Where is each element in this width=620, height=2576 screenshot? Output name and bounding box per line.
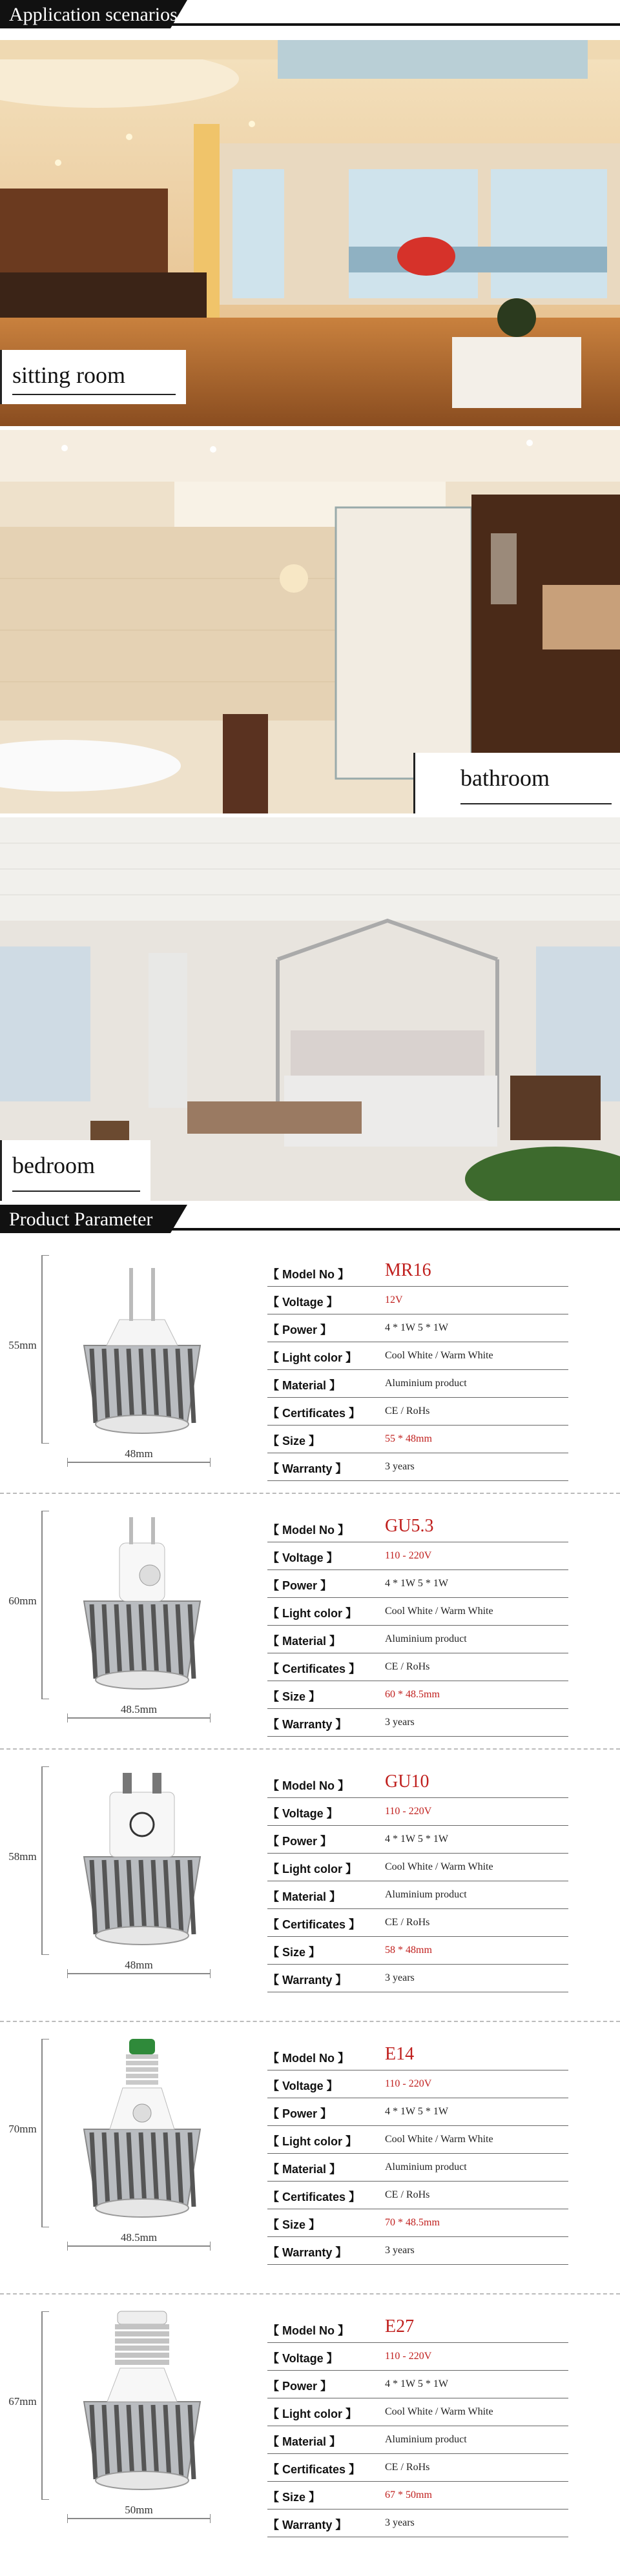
header-title: Product Parameter bbox=[9, 1209, 153, 1230]
header-title: Application scenarios bbox=[9, 4, 178, 25]
param-value: 58 * 48mm bbox=[385, 1945, 432, 1956]
param-row-power bbox=[267, 2098, 568, 2126]
width-dimension-line bbox=[67, 1462, 211, 1469]
parameter-table bbox=[267, 1770, 568, 1992]
param-label: 【 Light color 】 bbox=[267, 1351, 357, 1364]
param-label: 【 Light color 】 bbox=[267, 2135, 357, 2148]
width-dimension-label: 48mm bbox=[125, 1959, 153, 1971]
param-label: 【 Certificates 】 bbox=[267, 1662, 361, 1675]
param-row-warranty bbox=[267, 2510, 568, 2537]
param-row-power bbox=[267, 2371, 568, 2398]
param-value: 55 * 48mm bbox=[385, 1433, 432, 1444]
param-value: GU10 bbox=[385, 1772, 429, 1792]
caption-text: bathroom bbox=[460, 765, 550, 791]
param-label: 【 Size 】 bbox=[267, 1690, 321, 1703]
param-label: 【 Certificates 】 bbox=[267, 1407, 361, 1420]
caption-underline bbox=[460, 803, 612, 804]
param-value: 110 - 220V bbox=[385, 1806, 432, 1817]
param-row-light bbox=[267, 2126, 568, 2154]
param-value: CE / RoHs bbox=[385, 2189, 430, 2200]
param-label: 【 Voltage 】 bbox=[267, 2352, 338, 2365]
height-dimension-label: 60mm bbox=[8, 1595, 37, 1607]
param-value: CE / RoHs bbox=[385, 1917, 430, 1928]
width-dimension-line bbox=[67, 1973, 211, 1981]
param-row-voltage bbox=[267, 1287, 568, 1314]
parameter-table bbox=[267, 1515, 568, 1737]
product-block-gu5-3 bbox=[0, 1498, 620, 1751]
param-value: 4 * 1W 5 * 1W bbox=[385, 2106, 448, 2117]
param-row-voltage bbox=[267, 1542, 568, 1570]
parameter-table bbox=[267, 2043, 568, 2265]
scene-bedroom bbox=[0, 817, 620, 1201]
width-dimension-line bbox=[67, 1717, 211, 1725]
caption-underline bbox=[12, 1191, 140, 1192]
param-label: 【 Material 】 bbox=[267, 1890, 342, 1903]
bulb-image bbox=[58, 2032, 226, 2226]
param-row-power bbox=[267, 1826, 568, 1854]
param-label: 【 Power 】 bbox=[267, 1835, 333, 1848]
param-row-warranty bbox=[267, 1709, 568, 1737]
height-dimension-label: 58mm bbox=[8, 1850, 37, 1863]
param-row-cert bbox=[267, 1398, 568, 1426]
param-label: 【 Certificates 】 bbox=[267, 2191, 361, 2203]
product-block-mr16 bbox=[0, 1242, 620, 1495]
param-label: 【 Material 】 bbox=[267, 1379, 342, 1392]
param-row-warranty bbox=[267, 1453, 568, 1481]
param-row-size bbox=[267, 2209, 568, 2237]
param-row-warranty bbox=[267, 1965, 568, 1992]
param-value: 12V bbox=[385, 1294, 403, 1305]
product-block-gu10 bbox=[0, 1753, 620, 2023]
param-row-model bbox=[267, 1259, 568, 1287]
caption-bathroom bbox=[413, 753, 620, 813]
param-label: 【 Model No 】 bbox=[267, 1268, 349, 1281]
param-row-size bbox=[267, 1937, 568, 1965]
param-label: 【 Warranty 】 bbox=[267, 2246, 347, 2259]
param-value: 4 * 1W 5 * 1W bbox=[385, 2378, 448, 2389]
param-value: E27 bbox=[385, 2316, 415, 2336]
height-dimension-label: 70mm bbox=[8, 2123, 37, 2135]
product-block-e27 bbox=[0, 2298, 620, 2576]
header-line bbox=[161, 1228, 620, 1231]
param-value: Cool White / Warm White bbox=[385, 1861, 493, 1872]
param-value: 4 * 1W 5 * 1W bbox=[385, 1578, 448, 1589]
param-row-material bbox=[267, 2426, 568, 2454]
param-label: 【 Light color 】 bbox=[267, 2407, 357, 2420]
parameter-table bbox=[267, 2315, 568, 2537]
param-row-material bbox=[267, 1370, 568, 1398]
param-label: 【 Certificates 】 bbox=[267, 2463, 361, 2476]
width-dimension-line bbox=[67, 2245, 211, 2253]
param-label: 【 Power 】 bbox=[267, 1579, 333, 1592]
bulb-image bbox=[58, 1249, 226, 1442]
caption-text: bedroom bbox=[12, 1152, 95, 1178]
param-value: 67 * 50mm bbox=[385, 2489, 432, 2500]
param-value: Cool White / Warm White bbox=[385, 2134, 493, 2145]
param-label: 【 Certificates 】 bbox=[267, 1918, 361, 1931]
param-row-voltage bbox=[267, 2343, 568, 2371]
scene-sitting-room bbox=[0, 40, 620, 426]
param-label: 【 Voltage 】 bbox=[267, 1551, 338, 1564]
width-dimension-line bbox=[67, 2518, 211, 2526]
param-value: E14 bbox=[385, 2044, 415, 2064]
caption-underline bbox=[12, 394, 176, 395]
param-value: 70 * 48.5mm bbox=[385, 2217, 440, 2228]
section-divider bbox=[0, 2021, 620, 2022]
param-value: CE / RoHs bbox=[385, 1661, 430, 1672]
param-row-cert bbox=[267, 1909, 568, 1937]
param-label: 【 Material 】 bbox=[267, 2163, 342, 2176]
param-row-power bbox=[267, 1314, 568, 1342]
param-row-size bbox=[267, 1426, 568, 1453]
param-value: Cool White / Warm White bbox=[385, 1606, 493, 1617]
param-label: 【 Power 】 bbox=[267, 2107, 333, 2120]
param-value: 3 years bbox=[385, 1972, 415, 1983]
bulb-image bbox=[58, 1760, 226, 1954]
param-value: CE / RoHs bbox=[385, 2462, 430, 2473]
param-label: 【 Voltage 】 bbox=[267, 2080, 338, 2092]
param-row-light bbox=[267, 2398, 568, 2426]
param-value: Aluminium product bbox=[385, 1378, 467, 1389]
param-value: 4 * 1W 5 * 1W bbox=[385, 1322, 448, 1333]
param-value: 3 years bbox=[385, 2517, 415, 2528]
width-dimension-label: 48.5mm bbox=[120, 2231, 158, 2244]
section-divider bbox=[0, 1748, 620, 1750]
param-row-model bbox=[267, 1515, 568, 1542]
param-label: 【 Material 】 bbox=[267, 2435, 342, 2448]
param-value: CE / RoHs bbox=[385, 1406, 430, 1416]
header-line bbox=[161, 23, 620, 26]
caption-sitting-room bbox=[0, 350, 186, 404]
product-block-e14 bbox=[0, 2026, 620, 2296]
param-row-power bbox=[267, 1570, 568, 1598]
height-dimension-label: 67mm bbox=[8, 2395, 37, 2407]
bulb-image bbox=[58, 1504, 226, 1698]
param-label: 【 Power 】 bbox=[267, 2380, 333, 2393]
section-divider bbox=[0, 1493, 620, 1494]
param-row-size bbox=[267, 2482, 568, 2510]
param-label: 【 Model No 】 bbox=[267, 2052, 349, 2065]
param-value: 3 years bbox=[385, 2245, 415, 2256]
param-value: 60 * 48.5mm bbox=[385, 1689, 440, 1700]
param-row-voltage bbox=[267, 1798, 568, 1826]
param-value: 4 * 1W 5 * 1W bbox=[385, 1834, 448, 1845]
param-value: 110 - 220V bbox=[385, 2351, 432, 2362]
param-row-size bbox=[267, 1681, 568, 1709]
param-row-material bbox=[267, 2154, 568, 2182]
param-row-warranty bbox=[267, 2237, 568, 2265]
param-value: 110 - 220V bbox=[385, 2078, 432, 2089]
param-row-material bbox=[267, 1626, 568, 1653]
param-label: 【 Size 】 bbox=[267, 2218, 321, 2231]
param-row-model bbox=[267, 2315, 568, 2343]
param-value: 3 years bbox=[385, 1717, 415, 1728]
param-value: MR16 bbox=[385, 1260, 431, 1280]
width-dimension-label: 48.5mm bbox=[120, 1703, 158, 1715]
param-label: 【 Voltage 】 bbox=[267, 1296, 338, 1309]
param-value: 110 - 220V bbox=[385, 1550, 432, 1561]
param-row-light bbox=[267, 1342, 568, 1370]
param-row-cert bbox=[267, 1653, 568, 1681]
param-row-cert bbox=[267, 2454, 568, 2482]
param-value: Aluminium product bbox=[385, 1889, 467, 1900]
param-row-cert bbox=[267, 2182, 568, 2209]
product-parameter-header bbox=[0, 1205, 620, 1233]
param-row-light bbox=[267, 1598, 568, 1626]
param-label: 【 Warranty 】 bbox=[267, 1462, 347, 1475]
param-value: Aluminium product bbox=[385, 1633, 467, 1644]
param-value: Cool White / Warm White bbox=[385, 1350, 493, 1361]
param-label: 【 Warranty 】 bbox=[267, 1974, 347, 1987]
param-row-voltage bbox=[267, 2070, 568, 2098]
caption-bedroom bbox=[0, 1140, 150, 1201]
param-label: 【 Power 】 bbox=[267, 1324, 333, 1336]
param-value: Cool White / Warm White bbox=[385, 2406, 493, 2417]
param-label: 【 Size 】 bbox=[267, 1435, 321, 1447]
param-label: 【 Warranty 】 bbox=[267, 1718, 347, 1731]
scene-bathroom bbox=[0, 430, 620, 813]
param-row-model bbox=[267, 1770, 568, 1798]
param-value: Aluminium product bbox=[385, 2434, 467, 2445]
param-label: 【 Model No 】 bbox=[267, 1524, 349, 1537]
param-label: 【 Material 】 bbox=[267, 1635, 342, 1648]
param-label: 【 Size 】 bbox=[267, 2491, 321, 2504]
param-label: 【 Voltage 】 bbox=[267, 1807, 338, 1820]
param-value: 3 years bbox=[385, 1461, 415, 1472]
width-dimension-label: 50mm bbox=[125, 2504, 153, 2516]
param-label: 【 Warranty 】 bbox=[267, 2519, 347, 2531]
param-label: 【 Size 】 bbox=[267, 1946, 321, 1959]
caption-text: sitting room bbox=[12, 362, 126, 388]
param-row-light bbox=[267, 1854, 568, 1881]
param-row-material bbox=[267, 1881, 568, 1909]
bulb-image bbox=[58, 2305, 226, 2499]
param-label: 【 Light color 】 bbox=[267, 1863, 357, 1876]
width-dimension-label: 48mm bbox=[125, 1447, 153, 1460]
parameter-table bbox=[267, 1259, 568, 1481]
application-scenarios-header bbox=[0, 0, 620, 28]
param-row-model bbox=[267, 2043, 568, 2070]
param-value: Aluminium product bbox=[385, 2162, 467, 2172]
height-dimension-label: 55mm bbox=[8, 1339, 37, 1351]
param-label: 【 Light color 】 bbox=[267, 1607, 357, 1620]
param-label: 【 Model No 】 bbox=[267, 2324, 349, 2337]
param-value: GU5.3 bbox=[385, 1516, 434, 1536]
section-divider bbox=[0, 2293, 620, 2295]
param-label: 【 Model No 】 bbox=[267, 1779, 349, 1792]
